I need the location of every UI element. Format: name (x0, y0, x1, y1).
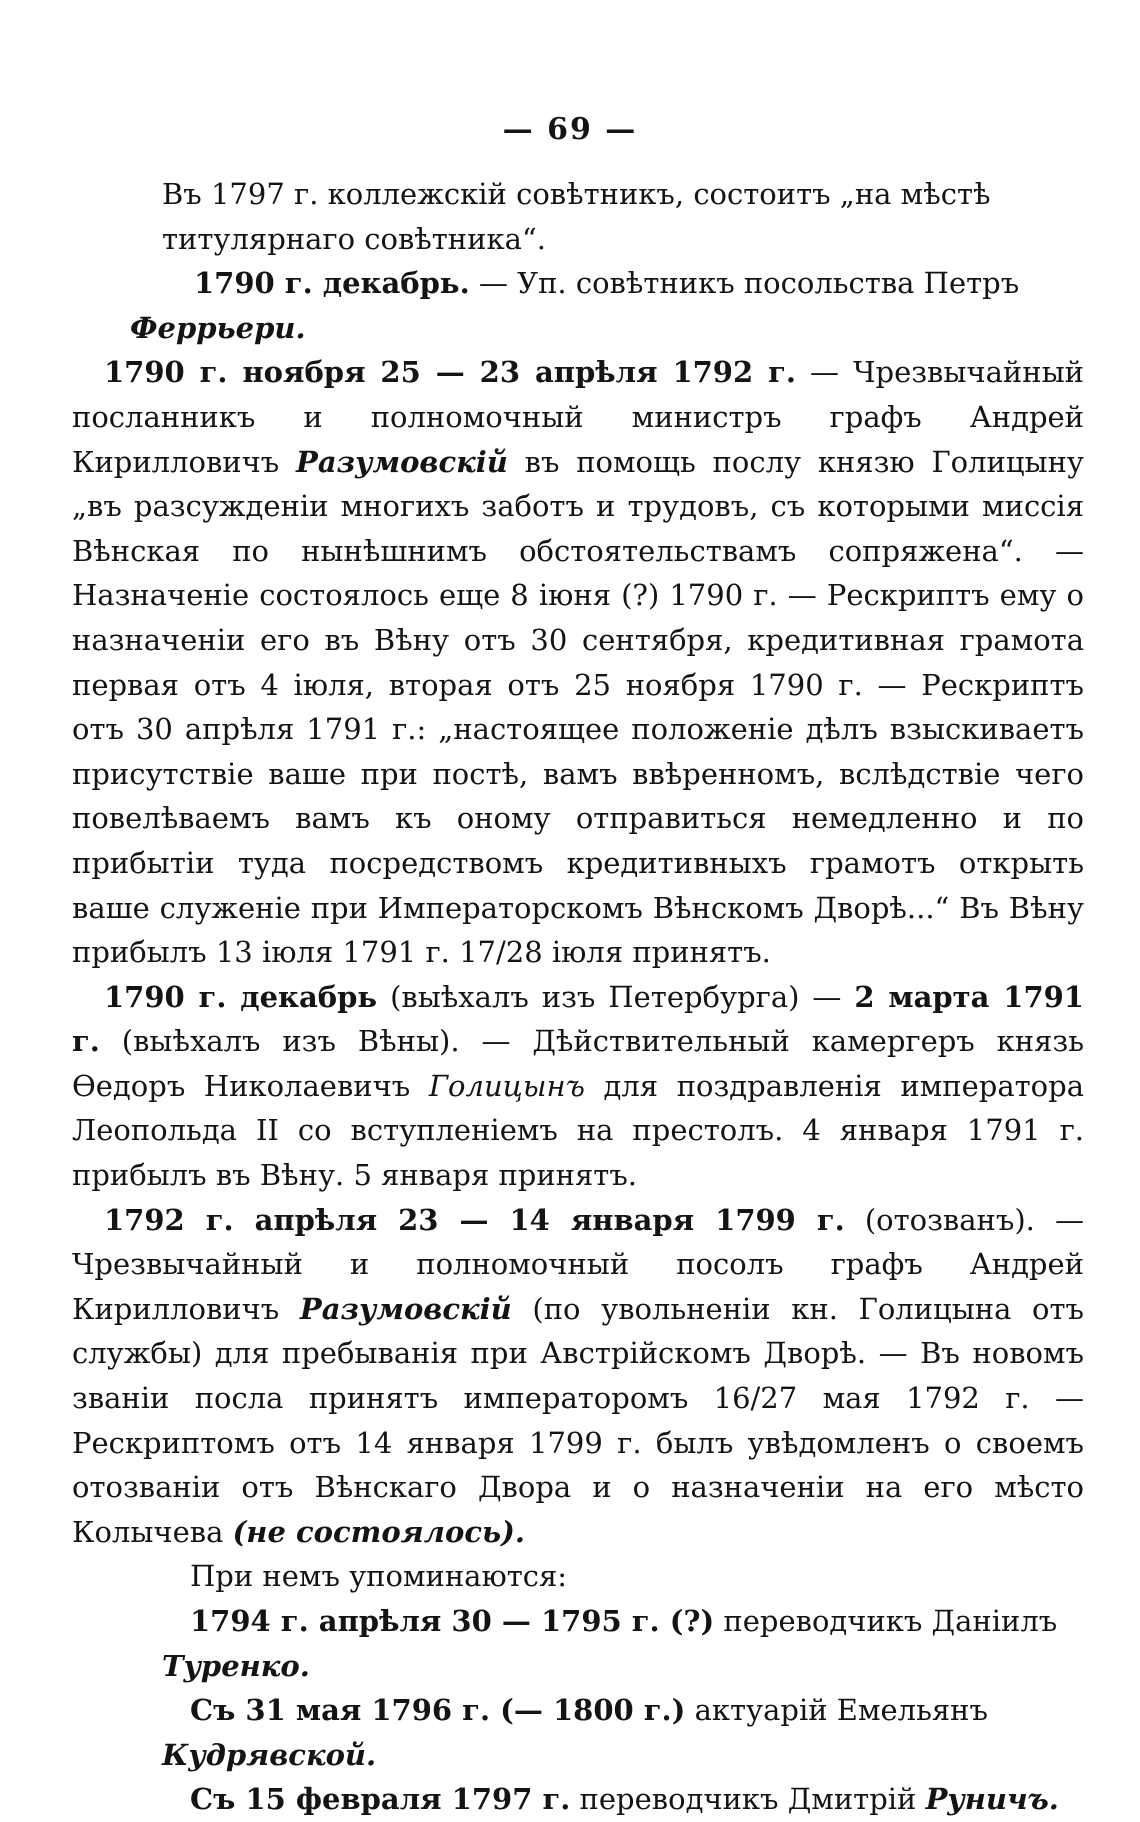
entry-4-text-1: (выѣхалъ изъ Петербурга) — (377, 979, 855, 1014)
mentioned-1 (162, 1599, 1084, 1688)
entry-4-text-3: для поздравленія императора Леопольда II со вступленіемъ на престолъ. 4 января 1791 г. прибылъ въ Вѣну. 5 января принятъ. (72, 1068, 1084, 1193)
entry-3-name: Разумовскій (296, 444, 508, 479)
entry-5-note: (не состоялось). (232, 1514, 525, 1549)
mentioned-3-name: Руничъ. (925, 1782, 1059, 1817)
entry-4-date-1: 1790 г. декабрь (104, 979, 378, 1014)
mentioned-header: При немъ упоминаются: (190, 1559, 568, 1594)
mentioned-1-text: переводчикъ Даніилъ (714, 1604, 1058, 1638)
entry-5-date: 1792 г. апрѣля 23 — 14 января 1799 г. (104, 1202, 845, 1237)
page-number: — 69 — (502, 112, 638, 147)
entry-1-line-1: Въ 1797 г. коллежскій совѣтникъ, состоитъ „на мѣстѣ (162, 177, 991, 211)
entry-3 (72, 350, 1084, 974)
entry-4-text-2: (выѣхалъ изъ Вѣны). — Дѣйствительный камергеръ князь Ѳедоръ Николаевичъ (72, 1024, 1084, 1103)
page-text (72, 172, 1084, 1822)
mentioned-2-name: Кудрявской. (162, 1737, 377, 1772)
mentioned-1-date: 1794 г. апрѣля 30 — 1795 г. (?) (190, 1604, 715, 1638)
entry-2-text: — Уп. совѣтникъ посольства Петръ (469, 266, 1020, 301)
entry-2 (130, 261, 1084, 350)
entry-1 (162, 172, 1084, 261)
entry-3-date: 1790 г. ноября 25 — 23 апрѣля 1792 г. (104, 355, 796, 390)
mentioned-2-date: Съ 31 мая 1796 г. (— 1800 г.) (190, 1693, 686, 1728)
entry-5-text-1: (отозванъ). — Чрезвычайный и полномочный посолъ графъ Андрей Кирилловичъ (72, 1202, 1084, 1326)
entry-5-name: Разумовскій (299, 1291, 512, 1326)
entry-4-date-2: 2 марта 1791 г. (72, 979, 1084, 1059)
entry-2-name: Феррьери. (130, 310, 306, 345)
mentioned-3-date: Съ 15 февраля 1797 г. (190, 1782, 571, 1817)
mentioned-2-text: актуарій Емельянъ (685, 1693, 988, 1728)
entry-3-text-2: въ помощь послу князю Голицыну „въ разсужденіи многихъ заботъ и трудовъ, съ которыми миссія Вѣнская по нынѣшнимъ обстоятельствамъ сопряжена“. — Назначеніе состоялось еще 8 іюня (?) 1790 г. — Рескриптъ ему о назначеніи его въ Вѣну отъ 30 сентября, кредитивная грамота первая отъ 4 іюля, вторая отъ 25 ноября 1790 г. — Рескриптъ отъ 30 апрѣля 1791 г.: „настоящее положеніе дѣлъ взыскиваетъ присутствіе ваше при постѣ, вамъ ввѣренномъ, вслѣдствіе чего повелѣваемъ вамъ къ оному отправиться немедленно и по прибытіи туда посредствомъ кредитивныхъ грамотъ открыть ваше служеніе при Императорскомъ Вѣнскомъ Дворѣ...“ Въ Вѣну прибылъ 13 іюля 1791 г. 17/28 іюля принятъ. (72, 444, 1084, 970)
entry-2-date: 1790 г. декабрь. (194, 266, 470, 301)
mentioned-3-text: переводчикъ Дмитрій (570, 1782, 926, 1817)
mentioned-3 (190, 1777, 1084, 1822)
entry-3-text-1: — Чрезвычайный посланникъ и полномочный министръ графъ Андрей Кирилловичъ (72, 355, 1084, 479)
mentioned-1-name: Туренко. (162, 1648, 310, 1683)
entry-5-text-2: (по увольненіи кн. Голицына отъ службы) для пребыванія при Австрійскомъ Дворѣ. — Въ новомъ званіи посла принятъ императоромъ 16/27 мая 1792 г. — Рескриптомъ отъ 14 января 1799 г. былъ увѣдомленъ о своемъ отозваніи отъ Вѣнскаго Двора и о назначеніи на его мѣсто Колычева (72, 1291, 1085, 1549)
entry-1-line-2: титулярнаго совѣтника“. (162, 221, 546, 256)
entry-4 (72, 975, 1084, 1198)
entry-4-name: Голицынъ (428, 1068, 585, 1103)
entry-5 (72, 1198, 1084, 1555)
mentioned-2 (162, 1688, 1084, 1777)
